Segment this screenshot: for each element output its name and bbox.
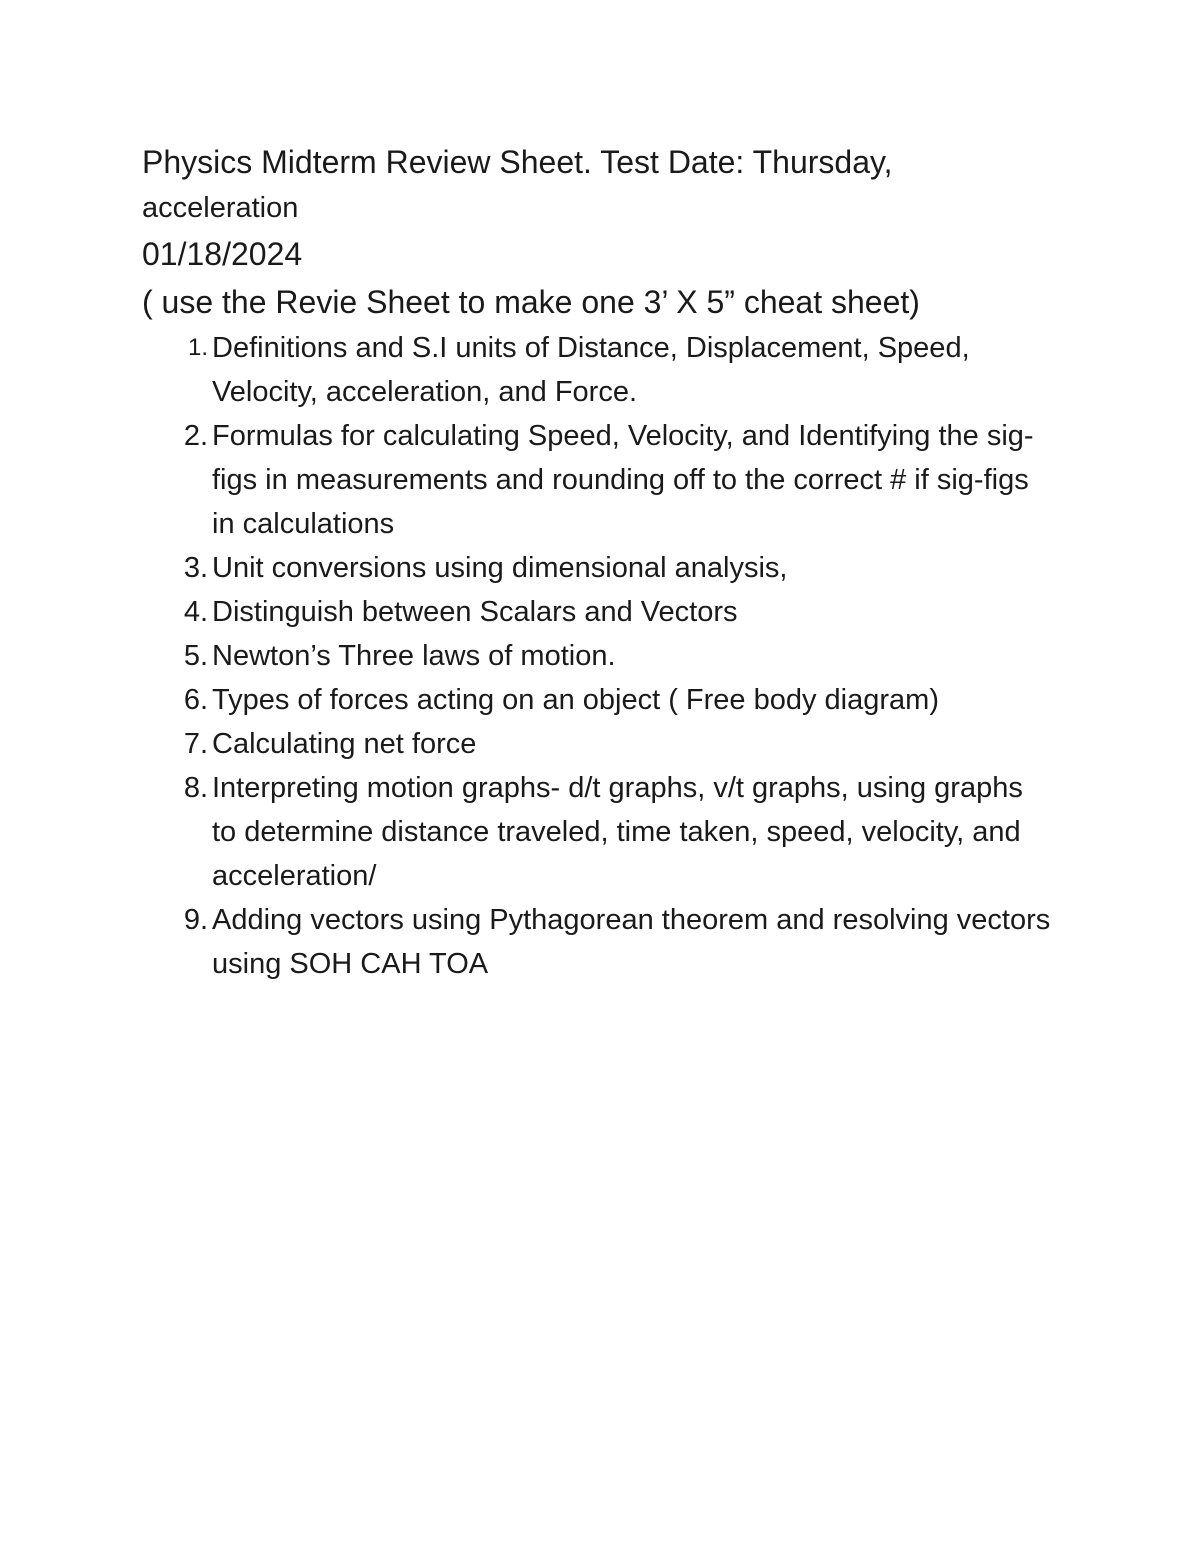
list-item-number: 1. [187, 334, 208, 361]
list-item-text: Definitions and S.I units of Distance, Displacement, Speed, Velocity, acceleration, and Force. [212, 332, 970, 408]
list-item-number: 9. [183, 904, 208, 936]
list-item [142, 678, 1122, 722]
list-item-text: Adding vectors using Pythagorean theorem and resolving vectors using SOH CAH TOA [212, 904, 1051, 980]
list-item-text: Types of forces acting on an object ( Free body diagram) [212, 684, 939, 716]
list-item [142, 766, 1122, 898]
list-item [142, 546, 1122, 590]
page-title: Physics Midterm Review Sheet. Test Date: Thursday, [142, 144, 893, 180]
list-item-number: 2. [183, 420, 208, 452]
list-item-number: 7. [183, 728, 208, 760]
list-item-text: Formulas for calculating Speed, Velocity, and Identifying the sig-figs in measurements and rounding off to the correct # if sig-figs in calculations [212, 420, 1034, 540]
test-date: 01/18/2024 [142, 236, 303, 272]
list-item [142, 326, 1122, 414]
list-item-number: 3. [183, 552, 208, 584]
instruction-text: ( use the Revie Sheet to make one 3’ X 5” cheat sheet) [142, 284, 920, 320]
list-item-text: Unit conversions using dimensional analysis, [212, 552, 788, 584]
list-item-text: Interpreting motion graphs- d/t graphs, v/t graphs, using graphs to determine distance traveled, time taken, speed, velocity, and acceleration/ [212, 772, 1023, 892]
list-item-text: Calculating net force [212, 728, 477, 760]
list-item-number: 8. [183, 772, 208, 804]
list-item [142, 414, 1122, 546]
list-item [142, 898, 1122, 986]
list-item [142, 634, 1122, 678]
topic-list [142, 326, 1122, 986]
list-item-text: Distinguish between Scalars and Vectors [212, 596, 738, 628]
document-content [142, 138, 1122, 986]
list-item-number: 5. [183, 640, 208, 672]
list-item [142, 722, 1122, 766]
list-item-number: 4. [183, 596, 208, 628]
list-item-text: Newton’s Three laws of motion. [212, 640, 616, 672]
subtitle-word: acceleration [142, 192, 299, 224]
list-item [142, 590, 1122, 634]
list-item-number: 6. [183, 684, 208, 716]
